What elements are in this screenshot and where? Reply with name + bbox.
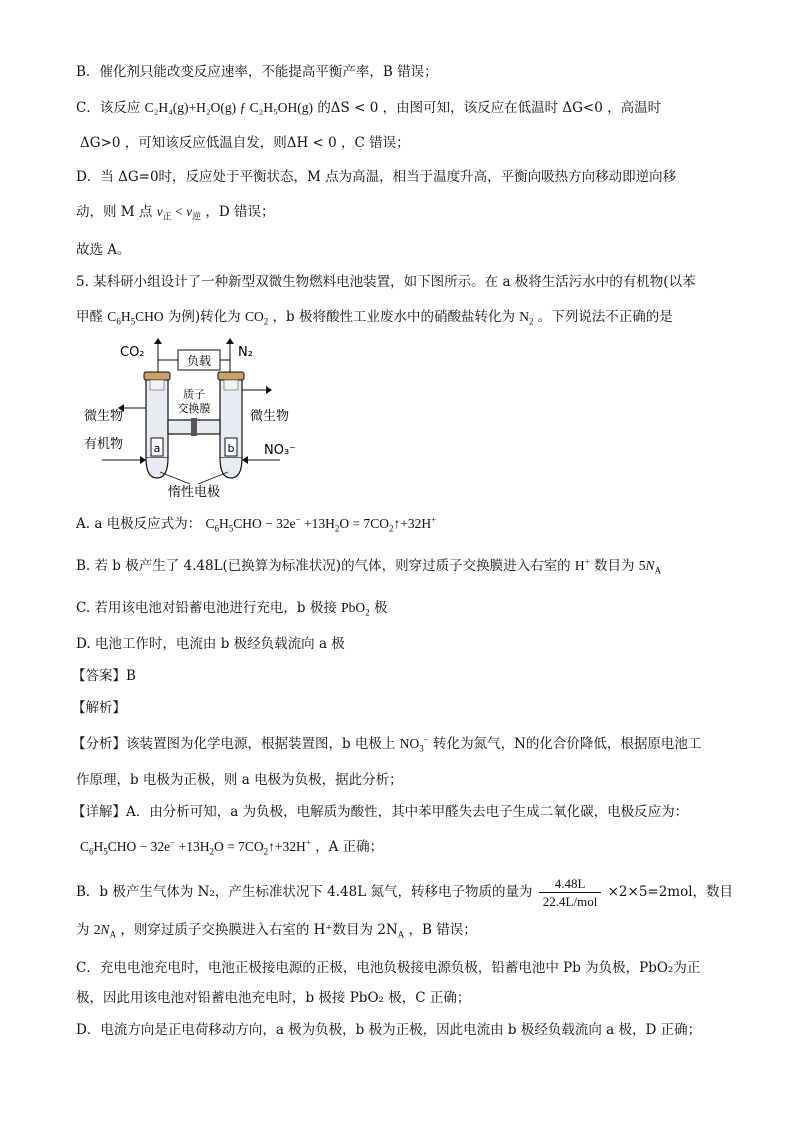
proton-exchange-membrane	[191, 418, 197, 436]
text-span: 。下列说法不正确的是	[537, 309, 673, 325]
microbe-left-label: 微生物	[84, 409, 124, 424]
text-span: ，B 错误；	[408, 922, 477, 938]
count-2na: $2N_A$	[93, 922, 117, 940]
formula-n2: $N_2$	[519, 309, 534, 327]
inert-electrode-label: 惰性电极	[167, 485, 221, 498]
membrane-label-1: 质子	[183, 388, 205, 401]
velocity-inequality: $v_正 < v_逆$	[156, 204, 202, 222]
option-c	[76, 598, 387, 618]
detail-line	[80, 837, 383, 857]
text-line	[76, 202, 275, 222]
text-span: ，D 错误；	[205, 204, 275, 220]
load-label: 负载	[186, 354, 212, 368]
organic-label: 有机物	[84, 437, 124, 452]
n2-label: N₂	[238, 345, 253, 360]
question-5-stem	[76, 307, 673, 327]
option-b	[76, 556, 661, 576]
text-line: ΔG>0 ，可知该反应低温自发，则ΔH < 0 ，C 错误；	[80, 135, 410, 151]
text-span: 动，则 M 点	[76, 204, 153, 220]
detail-line-b	[76, 872, 733, 912]
text-span: ×2×5=2mol，数目	[607, 884, 734, 900]
electrode-b-label: b	[227, 442, 235, 455]
text-line	[76, 98, 661, 118]
formula-benzaldehyde: $C_6H_5CHO$	[107, 309, 164, 327]
question-5-stem: 5. 某科研小组设计了一种新型双微生物燃料电池装置，如下图所示。在 a 极将生活污水中的有机物(以苯	[76, 274, 696, 290]
text-span: 转化为氮气，N的化合价降低，根据原电池工	[433, 736, 702, 752]
equation: C₂H₄(g)+H₂O(g) ƒ C₂H₅OH(g)	[144, 100, 314, 115]
fuel-cell-diagram	[80, 338, 320, 498]
text-span: C．该反应	[76, 100, 141, 116]
text-line: 故选 A。	[76, 242, 131, 258]
analysis-line: 作原理，b 电极为正极，则 a 电极为负极，据此分析；	[76, 772, 403, 788]
formula-pbo2: PbO$_2$	[341, 600, 370, 618]
text-span: ，A 正确；	[315, 839, 384, 855]
analysis-heading: 【解析】	[72, 700, 126, 716]
option-d: D. 电池工作时，电流由 b 极经负载流向 a 极	[76, 636, 345, 652]
fraction-denominator: 22.4L/mol	[542, 894, 598, 909]
detail-line: 为 $2N_A$ ，则穿过质子交换膜进入右室的 H⁺数目为 $2N_A$ ，B 错误；	[76, 922, 477, 940]
text-span: 为例)转化为	[167, 309, 241, 325]
text-span: 为	[76, 922, 90, 938]
text-span: B．b 极产生气体为 N₂，产生标准状况下 4.48L 氮气，转移电子物质的量为	[76, 884, 533, 900]
formula-no3: $NO_3^-$	[399, 734, 429, 754]
detail-line: 【详解】A．由分析可知，a 为负极，电解质为酸性，其中苯甲醛失去电子生成二氧化碳，电极反应为：	[72, 804, 689, 820]
detail-line: 极，因此用该电池对铅蓄电池充电时，b 极接 PbO₂ 极，C 正确；	[76, 990, 471, 1006]
detail-line: C．充电电池充电时，电池正极接电源的正极，电池负极接电源负极，铅蓄电池中 Pb 为负极，PbO₂为正	[76, 960, 701, 976]
fraction-numerator: 4.48L	[539, 875, 602, 893]
count-5na: $5N_A$	[638, 558, 662, 576]
equation-detail-a: $C_6H_5CHO - 32e^- +13H_2O$ = $7CO_2↑+32H^+$	[80, 837, 311, 857]
co2-label: CO₂	[120, 345, 145, 360]
microbe-right-label: 微生物	[250, 409, 290, 424]
fraction	[539, 875, 602, 910]
text-span: 数目为	[594, 558, 635, 574]
text-span: B. 若 b 极产生了 4.48L(已换算为标准状况)的气体，则穿过质子交换膜进入右室的	[76, 558, 571, 574]
text-span: 【分析】该装置图为化学电源，根据装置图，b 电极上	[72, 736, 396, 752]
formula-co2: $CO_2$	[244, 309, 269, 327]
analysis-line	[72, 734, 701, 754]
text-span: 甲醛	[76, 309, 103, 325]
membrane-label-2: 交换膜	[177, 402, 211, 415]
text-span: C. 若用该电池对铅蓄电池进行充电，b 极接	[76, 600, 337, 616]
text-span: A. a 电极反应式为：	[76, 516, 202, 532]
text-span: 的ΔS < 0 ，由图可知，该反应在低温时 ΔG<0 ，高温时	[317, 100, 662, 116]
text-span: 极	[373, 600, 388, 616]
equation-a: $C_6H_5CHO - 32e^- +13H_2O$ = $7CO_2↑+32H^+$	[205, 514, 437, 534]
text-line: D．当 ΔG=0时，反应处于平衡状态，M 点为高温，相当于温度升高，平衡向吸热方向移动即逆向移	[76, 169, 677, 185]
option-a	[76, 514, 436, 534]
text-span: ，则穿过质子交换膜进入右室的 H⁺数目为 2N	[120, 922, 398, 938]
text-line: B．催化剂只能改变反应速率，不能提高平衡产率，B 错误；	[76, 64, 438, 80]
text-span: ，b 极将酸性工业废水中的硝酸盐转化为	[272, 309, 515, 325]
formula-h-plus: H+	[574, 556, 590, 573]
detail-line: D．电流方向是正电荷移动方向，a 极为负极，b 极为正极，因此电流由 b 极经负载流向 a 极，D 正确；	[76, 1022, 702, 1038]
nitrate-label: NO₃⁻	[264, 443, 297, 458]
answer-label: 【答案】B	[72, 668, 136, 684]
electrode-a-label: a	[153, 442, 161, 455]
